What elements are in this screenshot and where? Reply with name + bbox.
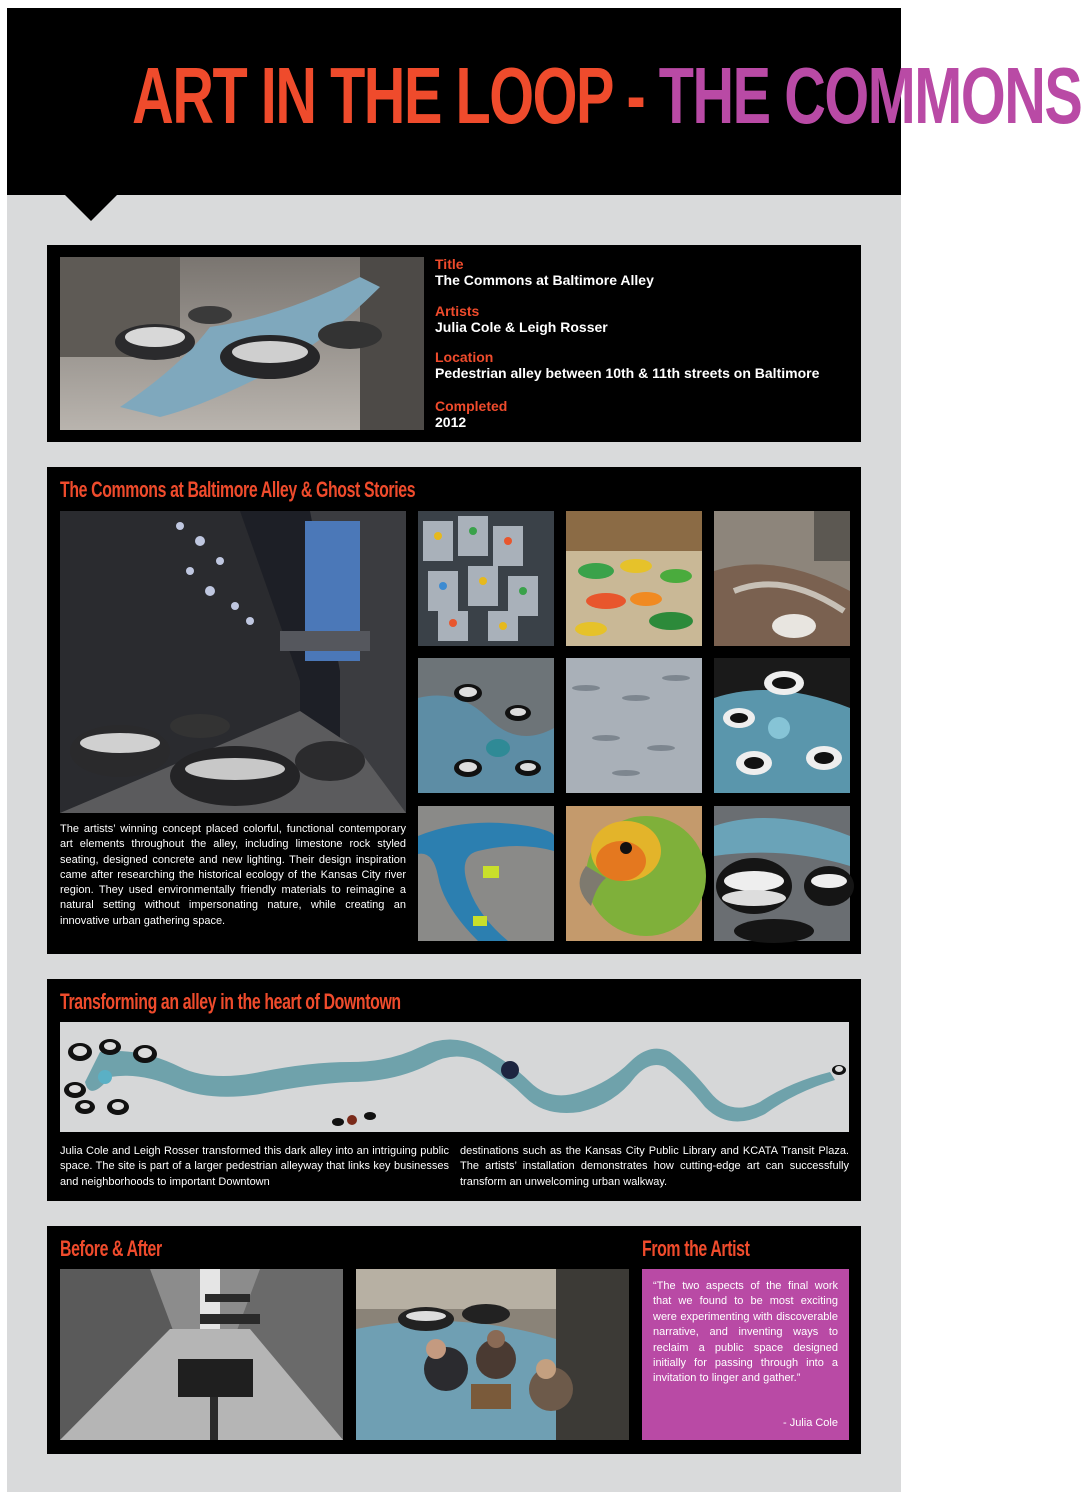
header-banner <box>7 8 1081 195</box>
from-the-artist-title: From the Artist <box>642 1236 750 1261</box>
artist-quote: “The two aspects of the final work that we found to be most exciting were experimenting with discoverable narrative, and inventing ways to reclaim a public space designed initially for passing through into a invitation to linger and gather.” <box>653 1280 838 1385</box>
artwork-info <box>435 256 855 445</box>
header-pointer <box>64 194 118 221</box>
alley-hero-photo <box>60 257 424 430</box>
commons-section-title: The Commons at Baltimore Alley & Ghost Stories <box>60 477 416 502</box>
thumb-wall-leaves <box>566 658 702 793</box>
quote-author: - Julia Cole <box>782 1417 838 1429</box>
page-title <box>132 48 1081 144</box>
title-part-red: ART IN THE LOOP - <box>132 51 659 140</box>
night-alley-photo <box>60 511 406 813</box>
title-part-purple: THE COMMONS <box>658 51 1081 140</box>
transforming-section <box>47 979 861 1201</box>
thumb-ghost-panels <box>418 511 554 646</box>
thumb-parrot <box>566 806 702 941</box>
before-after-title: Before & After <box>60 1236 162 1261</box>
transforming-description-left: Julia Cole and Leigh Rosser transformed this dark alley into an intriguing public space. The site is part of a larger pedestrian alleyway that links key businesses and neighborhoods to important Downtown <box>60 1145 449 1188</box>
poster <box>7 8 1081 1492</box>
thumb-seat-detail <box>714 658 850 793</box>
commons-description: The artists’ winning concept placed colorful, functional contemporary art elements throughout the alley, including limestone rock styled seating, designed concrete and new lighting. Their design inspiration came after researching the historical ecology of the Kansas City river region. They used environmentally friendly materials to reimagine a natural setting without impersonating nature, while creating an innovative urban gathering space. <box>60 823 406 927</box>
transforming-section-title: Transforming an alley in the heart of Downtown <box>60 989 401 1014</box>
thumb-river-paint <box>418 806 554 941</box>
alley-plan-rendering <box>60 1022 849 1132</box>
before-after-section <box>47 1226 861 1454</box>
artists-label: Artists <box>435 303 480 319</box>
artists-value: Julia Cole & Leigh Rosser <box>435 319 608 335</box>
before-photo <box>60 1269 343 1440</box>
commons-section <box>47 467 861 954</box>
title-label: Title <box>435 256 464 272</box>
thumb-seats-row <box>714 806 850 941</box>
location-label: Location <box>435 349 494 365</box>
completed-label: Completed <box>435 398 508 414</box>
artist-quote-box <box>642 1269 849 1440</box>
completed-value: 2012 <box>435 414 467 430</box>
thumb-colored-leaves <box>566 511 702 646</box>
title-value: The Commons at Baltimore Alley <box>435 272 654 288</box>
thumb-construction <box>714 511 850 646</box>
location-value: Pedestrian alley between 10th & 11th streets on Baltimore <box>435 365 820 381</box>
thumb-rendering-seats <box>418 658 554 793</box>
info-panel <box>47 245 861 442</box>
after-photo <box>356 1269 629 1440</box>
transforming-description-right: destinations such as the Kansas City Public Library and KCATA Transit Plaza. The artists’ installation demonstrates how cutting-edge art can successfully transform an unwelcoming urban walkway. <box>460 1145 849 1188</box>
